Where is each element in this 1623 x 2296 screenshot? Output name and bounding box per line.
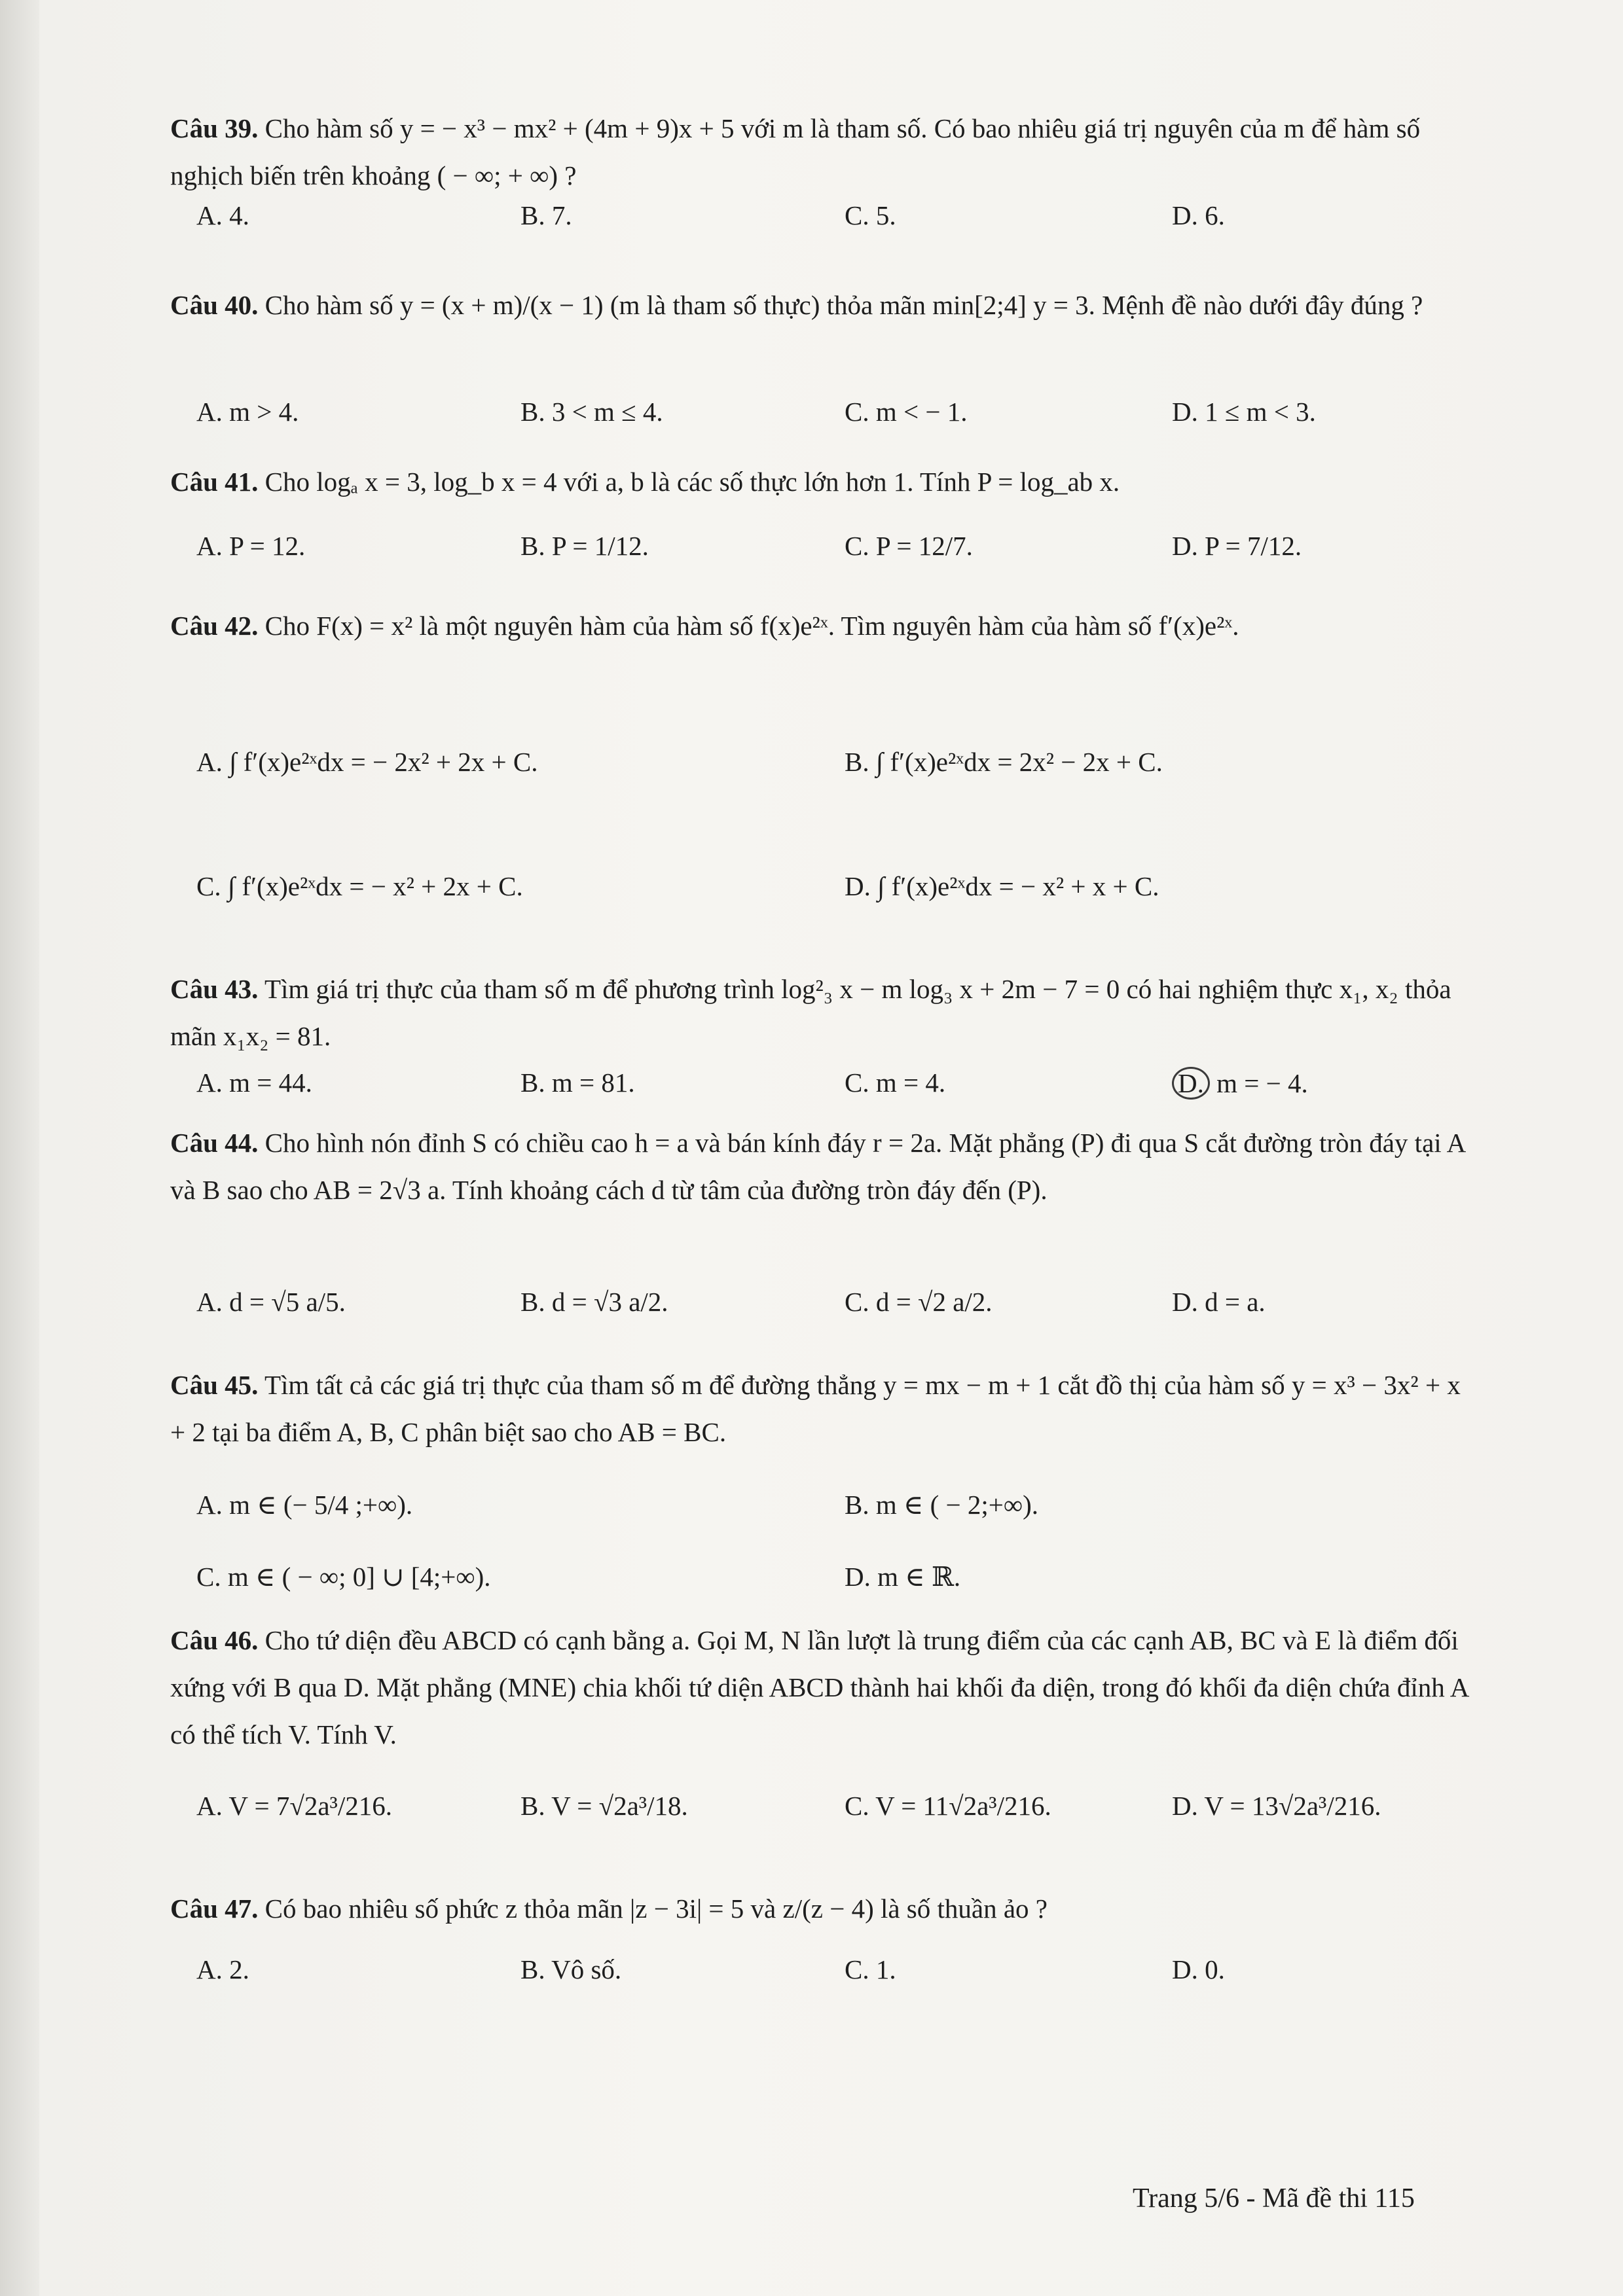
option-d[interactable]: D. V = 13√2a³/216. [1172,1791,1381,1821]
option-a[interactable]: A. d = √5 a/5. [196,1287,346,1317]
option-a[interactable]: A. m = 44. [196,1067,312,1098]
option-d[interactable]: D. m ∈ ℝ. [845,1562,961,1592]
page-footer: Trang 5/6 - Mã đề thi 115 [1133,2183,1415,2214]
option-a[interactable]: A. 2. [196,1954,249,1984]
option-d-text: m = − 4. [1216,1068,1308,1098]
question-number: Câu 39. [170,113,259,143]
question-number: Câu 40. [170,290,259,320]
option-a[interactable]: A. m > 4. [196,397,299,427]
question-39 [170,105,1473,199]
question-text: Cho hàm số y = (x + m)/(x − 1) (m là tham số thực) thỏa mãn min[2;4] y = 3. Mệnh đề nào dưới đây đúng ? [264,290,1423,320]
option-c[interactable]: C. V = 11√2a³/216. [845,1791,1051,1821]
question-number: Câu 47. [170,1893,259,1924]
options-45-row1 [196,1489,1473,1568]
question-43 [170,965,1473,1060]
options-44 [196,1286,1473,1365]
option-b[interactable]: B. ∫ f′(x)e²ˣdx = 2x² − 2x + C. [845,747,1163,777]
question-text: Tìm giá trị thực của tham số m để phương trình log²₃ x − m log₃ x + 2m − 7 = 0 có hai nghiệm thực x₁, x₂ thỏa mãn x₁x₂ = 81. [170,974,1451,1051]
option-c[interactable]: C. 1. [845,1954,896,1984]
option-b[interactable]: B. V = √2a³/18. [520,1791,688,1821]
question-number: Câu 41. [170,467,259,497]
option-c[interactable]: C. d = √2 a/2. [845,1287,993,1317]
question-text: Có bao nhiêu số phức z thỏa mãn |z − 3i| = 5 và z/(z − 4) là số thuần ảo ? [264,1893,1048,1924]
question-number: Câu 46. [170,1625,259,1655]
question-45 [170,1361,1473,1456]
question-text: Tìm tất cả các giá trị thực của tham số m để đường thẳng y = mx − m + 1 cắt đồ thị của hàm số y = x³ − 3x² + x + 2 tại ba điểm A, B, C phân biệt sao cho AB = BC. [170,1370,1461,1447]
question-40 [170,281,1473,329]
options-42-row2 [196,870,1473,949]
page-edge-shadow [0,0,39,2296]
circled-answer-mark: D. [1172,1067,1210,1100]
option-d[interactable] [1172,1067,1308,1100]
question-number: Câu 45. [170,1370,259,1400]
question-47 [170,1885,1473,1932]
options-47 [196,1954,1473,2032]
question-46 [170,1617,1473,1758]
option-c[interactable]: C. m < − 1. [845,397,968,427]
options-42-row1 [196,746,1473,825]
question-42 [170,602,1473,649]
option-d[interactable]: D. ∫ f′(x)e²ˣdx = − x² + x + C. [845,871,1159,901]
question-text: Cho hàm số y = − x³ − mx² + (4m + 9)x + 5 với m là tham số. Có bao nhiêu giá trị nguyên của m để hàm số nghịch biến trên khoảng ( − ∞; + ∞) ? [170,113,1421,190]
question-41 [170,458,1473,505]
option-b[interactable]: B. d = √3 a/2. [520,1287,668,1317]
option-c[interactable]: C. 5. [845,200,896,230]
option-b[interactable]: B. m ∈ ( − 2;+∞). [845,1490,1039,1520]
option-c[interactable]: C. ∫ f′(x)e²ˣdx = − x² + 2x + C. [196,871,523,901]
question-number: Câu 42. [170,611,259,641]
option-c[interactable]: C. m = 4. [845,1067,946,1098]
option-d[interactable]: D. 1 ≤ m < 3. [1172,397,1316,427]
option-a[interactable]: A. V = 7√2a³/216. [196,1791,392,1821]
option-b[interactable]: B. 7. [520,200,572,230]
option-b[interactable]: B. P = 1/12. [520,531,649,561]
question-text: Cho tứ diện đều ABCD có cạnh bằng a. Gọi M, N lần lượt là trung điểm của các cạnh AB, BC và E là điểm đối xứng với B qua D. Mặt phẳng (MNE) chia khối tứ diện ABCD thành hai khối đa diện, trong đó khối đa diện chứa đỉnh A có thể tích V. Tính V. [170,1625,1468,1749]
option-c[interactable]: C. P = 12/7. [845,531,973,561]
option-a[interactable]: A. ∫ f′(x)e²ˣdx = − 2x² + 2x + C. [196,747,538,777]
option-c[interactable]: C. m ∈ ( − ∞; 0] ∪ [4;+∞). [196,1562,491,1592]
option-a[interactable]: A. 4. [196,200,249,230]
option-d[interactable]: D. 6. [1172,200,1225,230]
question-text: Cho F(x) = x² là một nguyên hàm của hàm số f(x)e²ˣ. Tìm nguyên hàm của hàm số f′(x)e²ˣ. [264,611,1239,641]
options-39 [196,200,1473,278]
question-44 [170,1119,1473,1213]
question-number: Câu 43. [170,974,259,1004]
question-text: Cho hình nón đỉnh S có chiều cao h = a và bán kính đáy r = 2a. Mặt phẳng (P) đi qua S cắt đường tròn đáy tại A và B sao cho AB = 2√3 a. Tính khoảng cách d từ tâm của đường tròn đáy đến (P). [170,1128,1465,1205]
option-d[interactable]: D. d = a. [1172,1287,1266,1317]
question-text: Cho logₐ x = 3, log_b x = 4 với a, b là các số thực lớn hơn 1. Tính P = log_ab x. [264,467,1120,497]
option-b[interactable]: B. Vô số. [520,1954,622,1984]
option-a[interactable]: A. m ∈ (− 5/4 ;+∞). [196,1490,413,1520]
option-a[interactable]: A. P = 12. [196,531,306,561]
question-number: Câu 44. [170,1128,259,1158]
options-41 [196,530,1473,609]
option-b[interactable]: B. m = 81. [520,1067,635,1098]
options-46 [196,1790,1473,1869]
option-d[interactable]: D. 0. [1172,1954,1225,1984]
option-b[interactable]: B. 3 < m ≤ 4. [520,397,663,427]
option-d[interactable]: D. P = 7/12. [1172,531,1302,561]
